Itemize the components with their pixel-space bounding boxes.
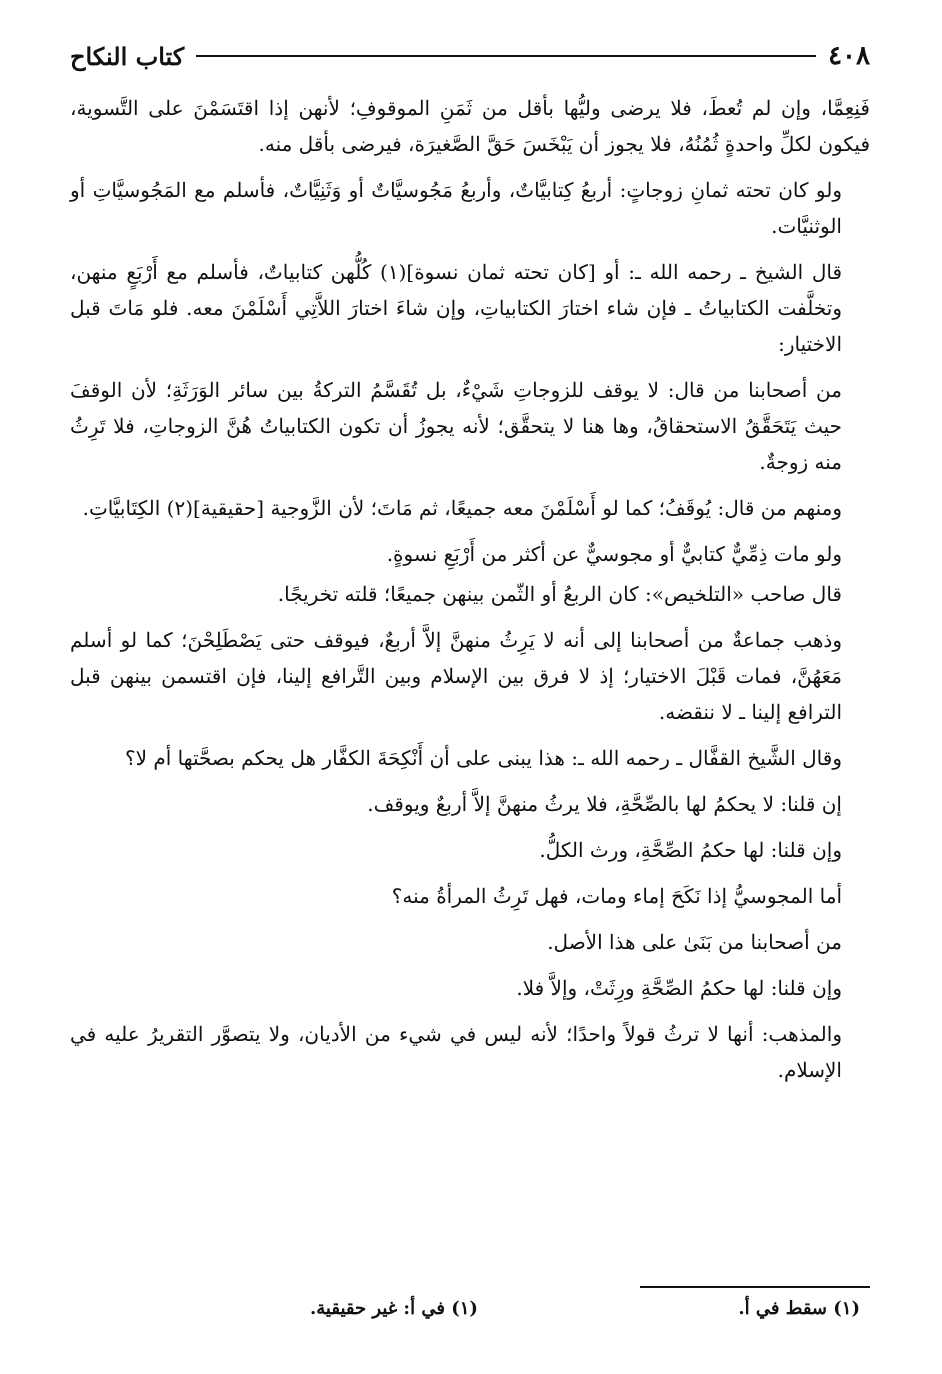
paragraph: وذهب جماعةٌ من أصحابنا إلى أنه لا يَرِثُ منهنَّ إلاَّ أربعٌ، فيوقف حتى يَصْطَلِحْنَ؛ كما لو أسلم مَعَهُنَّ، فمات قَبْلَ الاختيار؛ إذ لا فرق بين الإسلام وبين التَّرافع إلينا، فإن اقتسمن بينهن قبل الترافع إلينا ـ لا ننقضه. <box>70 628 842 724</box>
paragraph: وقال الشَّيخ القفَّال ـ رحمه الله ـ: هذا يبنى على أن أَنْكِحَةَ الكفَّار هل يحكم بصحَّتها أم لا؟ <box>124 746 842 770</box>
paragraph: ولو كان تحته ثمانِ زوجاتٍ: أربعُ كِتابيَّاتٌ، وأربعُ مَجُوسيَّاتٌ أو وَثَنِيَّاتٌ، فأسلم مع المَجُوسيَّاتِ أو الوثنيَّات. <box>70 178 842 238</box>
paragraph: إن قلنا: لا يحكمُ لها بالصِّحَّةِ، فلا يرثُ منهنَّ إلاَّ أربعٌ ويوقف. <box>367 792 842 816</box>
paragraph: وإن قلنا: لها حكمُ الصِّحَّةِ ورِثَتْ، وإلاَّ فلا. <box>516 976 842 1000</box>
paragraph: فَنِعِمَّا، وإن لم تُعطَ، فلا يرضى وليُّها بأقل من ثَمَنِ الموقوفِ؛ لأنهن إذا اقتَسَمْنَ على التَّسوية، فيكون لكلِّ واحدةٍ ثُمُنُهُ، فلا يجوز أن يَبْخَسَ حَقَّ الصَّغيرَة، فيرضى بأقل منه. <box>70 96 870 156</box>
page-number: ٤٠٨ <box>828 41 870 71</box>
header-rule <box>196 55 816 57</box>
footnote-rule <box>640 1286 870 1288</box>
paragraph: أما المجوسيُّ إذا نَكَحَ إماء ومات، فهل تَرِثُ المرأةُ منه؟ <box>391 884 842 908</box>
footnote-1: (١) سقط في أ. <box>738 1298 860 1319</box>
footnote-2: (١) في أ: غير حقيقية. <box>310 1298 478 1319</box>
paragraph: والمذهب: أنها لا ترثُ قولاً واحدًا؛ لأنه ليس في شيء من الأديان، ولا يتصوَّر التقريرُ عليه في الإسلام. <box>70 1022 842 1082</box>
paragraph: قال الشيخ ـ رحمه الله ـ: أو [كان تحته ثمان نسوة](١) كُلُّهن كتابياتٌ، فأسلم مع أَرْبَعٍ منهن، وتخلَّفت الكتابياتُ ـ فإن شاء اختارَ الكتابياتِ، وإن شاءَ اختارَ اللاَّتِي أَسْلَمْنَ معه. فلو مَاتَ قبل الاختيار: <box>70 260 843 356</box>
paragraph: ولو مات ذِمِّيٌّ كتابيٌّ أو مجوسيٌّ عن أكثر من أَرْبَعِ نسوةٍ. <box>386 542 842 566</box>
document-page <box>70 36 870 1319</box>
page-header <box>70 36 870 76</box>
footnotes <box>70 1298 870 1319</box>
paragraph: قال صاحب «التلخيص»: كان الربعُ أو الثّمن بينهن جميعًا؛ قلته تخريجًا. <box>277 582 842 606</box>
paragraph: من أصحابنا من بَنَىٰ على هذا الأصل. <box>547 930 842 954</box>
book-title: كتاب النكاح <box>70 41 185 71</box>
paragraph: من أصحابنا من قال: لا يوقف للزوجاتِ شَيْءٌ، بل تُقَسَّمُ التركةُ بين سائر الوَرَثَةِ؛ لأن الوقفَ حيث يَتَحَقَّقُ الاستحقاقُ، وها هنا لا يتحقَّق؛ لأنه يجوزُ أن تكون الكتابياتُ هُنَّ الزوجاتِ، فلا تَرِثُ منه زوجةٌ. <box>70 378 842 474</box>
paragraph: وإن قلنا: لها حكمُ الصِّحَّةِ، ورث الكلُّ. <box>539 838 842 862</box>
paragraph: ومنهم من قال: يُوقَفُ؛ كما لو أَسْلَمْنَ معه جميعًا، ثم مَاتَ؛ لأن الزَّوجية [حقيقية](٢) الكِتَابيَّاتِ. <box>82 496 842 520</box>
main-text <box>70 90 870 1088</box>
